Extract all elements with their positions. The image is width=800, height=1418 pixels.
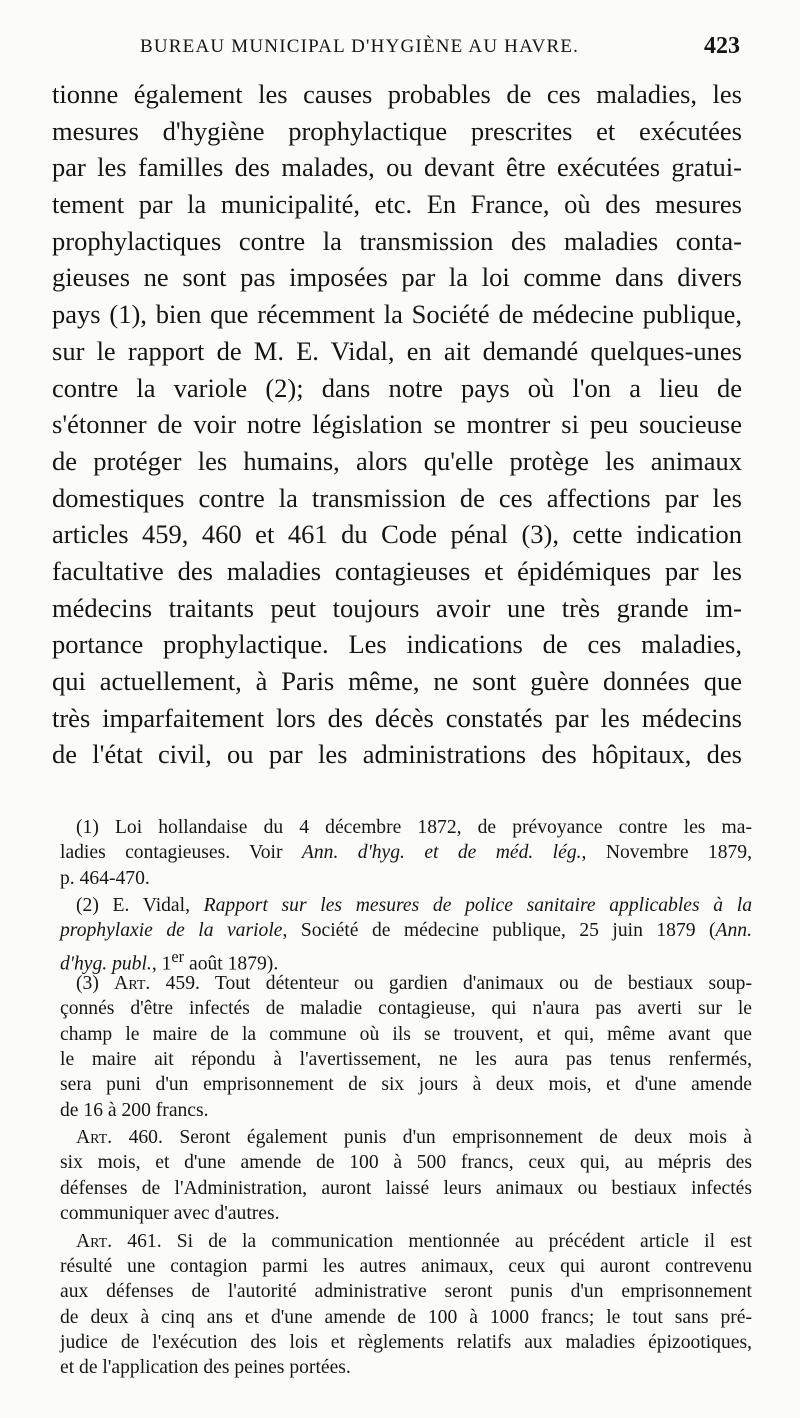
article-460-line: six mois, et d'une amende de 100 à 500 francs, ceux qui, au mépris des xyxy=(60,1152,752,1174)
footnote-1-line xyxy=(60,840,752,865)
page-number: 423 xyxy=(704,33,740,59)
footnote-2-line xyxy=(60,944,752,975)
body-line: médecins traitants peut toujours avoir une très grande im- xyxy=(52,592,742,623)
footnote-text: août 1879). xyxy=(184,953,279,975)
article-461-line: aux défenses de l'autorité administrative seront punis d'un emprisonnement xyxy=(60,1281,752,1303)
body-line: de l'état civil, ou par les administrations des hôpitaux, des xyxy=(52,739,742,770)
body-line: sur le rapport de M. E. Vidal, en ait demandé quelques-unes xyxy=(52,335,742,366)
footnote-text: , 1 xyxy=(151,953,172,975)
report-title: Rapport sur les mesures de police sanitaire applicables à la xyxy=(203,895,752,917)
body-line: contre la variole (2); dans notre pays où l'on a lieu de xyxy=(52,372,742,403)
body-line: facultative des maladies contagieuses et épidémiques par les xyxy=(52,555,742,586)
article-label: Art. xyxy=(114,973,151,995)
article-460-line: communiquer avec d'autres. xyxy=(60,1203,280,1225)
footnote-text: 459. Tout détenteur ou gardien d'animaux ou de bestiaux soup- xyxy=(150,973,752,995)
body-line: tement par la municipalité, etc. En France, où des mesures xyxy=(52,189,742,220)
footnote-text: (2) E. Vidal, xyxy=(76,895,204,917)
footnote-3-line: le maire ait répondu à l'avertissement, ne les aura pas tenus renfermés, xyxy=(60,1049,752,1071)
article-label: Art. xyxy=(76,1230,113,1252)
footnote-3-line: de 16 à 200 francs. xyxy=(60,1099,209,1121)
superscript: er xyxy=(171,946,185,966)
footnote-text: ladies contagieuses. Voir xyxy=(60,842,302,864)
footnote-3-line: champ le maire de la commune où ils se trouvent, et qui, même avant que xyxy=(60,1023,752,1045)
footnote-text: , Novembre 1879, xyxy=(581,842,752,864)
journal-title: d'hyg. publ. xyxy=(60,953,152,975)
body-line: par les familles des malades, ou devant être exécutées gratui- xyxy=(52,152,742,183)
footnote-text: , Société de médecine publique, 25 juin 1879 ( xyxy=(282,920,716,942)
body-line: de protéger les humains, alors qu'elle protège les animaux xyxy=(52,445,742,476)
body-line: pays (1), bien que récemment la Société de médecine publique, xyxy=(52,299,742,330)
footnote-2-line xyxy=(60,918,752,943)
article-461-line: judice de l'exécution des lois et règlements relatifs aux maladies épizootiques, xyxy=(60,1331,752,1353)
footnote-3-line xyxy=(60,971,752,996)
article-label: Art. xyxy=(76,1127,113,1149)
body-line: mesures d'hygiène prophylactique prescrites et exécutées xyxy=(52,115,742,146)
footnote-text: 460. Seront également punis d'un emprisonnement de deux mois à xyxy=(112,1127,752,1149)
footnote-2-line xyxy=(60,893,752,918)
footnote-1-line: p. 464-470. xyxy=(60,867,150,889)
body-line: prophylactiques contre la transmission des maladies conta- xyxy=(52,225,742,256)
report-title: prophylaxie de la variole xyxy=(60,920,283,942)
footnotes xyxy=(60,815,752,1381)
body-line: tionne également les causes probables de ces maladies, les xyxy=(52,79,742,109)
article-460-line xyxy=(60,1125,752,1150)
body-line: domestiques contre la transmission de ces affections par les xyxy=(52,482,742,513)
article-461-line: résulté une contagion parmi les autres animaux, ceux qui auront contrevenu xyxy=(60,1255,752,1277)
body-line: gieuses ne sont pas imposées par la loi comme dans divers xyxy=(52,262,742,293)
footnote-text: (3) xyxy=(76,973,115,995)
footnote-1-line: (1) Loi hollandaise du 4 décembre 1872, de prévoyance contre les ma- xyxy=(76,817,752,838)
journal-title: Ann. d'hyg. et de méd. lég. xyxy=(301,842,582,864)
footnote-3-line: sera puni d'un emprisonnement de six jours à deux mois, et d'une amende xyxy=(60,1074,752,1096)
body-line: qui actuellement, à Paris même, ne sont guère données que xyxy=(52,666,742,696)
article-461-line xyxy=(60,1229,752,1254)
journal-title: Ann. xyxy=(715,920,752,942)
body-line: s'étonner de voir notre législation se montrer si peu soucieuse xyxy=(52,409,742,440)
footnote-3-line: çonnés d'être infectés de maladie contagieuse, qui n'aura pas averti sur le xyxy=(60,998,752,1020)
main-text xyxy=(52,76,742,773)
running-title: BUREAU MUNICIPAL D'HYGIÈNE AU HAVRE. xyxy=(140,36,580,57)
body-line: très imparfaitement lors des décès constatés par les médecins xyxy=(52,702,742,733)
running-head xyxy=(140,33,740,66)
article-461-line: de deux à cinq ans et d'une amende de 100 à 1000 francs; le tout sans pré- xyxy=(60,1306,752,1328)
body-line: articles 459, 460 et 461 du Code pénal (3), cette indication xyxy=(52,519,742,550)
article-461-line: et de l'application des peines portées. xyxy=(60,1357,351,1379)
article-460-line: défenses de l'Administration, auront laissé leurs animaux ou bestiaux infectés xyxy=(60,1177,752,1199)
body-line: portance prophylactique. Les indications de ces maladies, xyxy=(52,629,742,660)
footnote-text: 461. Si de la communication mentionnée au précédent article il est xyxy=(112,1230,752,1252)
